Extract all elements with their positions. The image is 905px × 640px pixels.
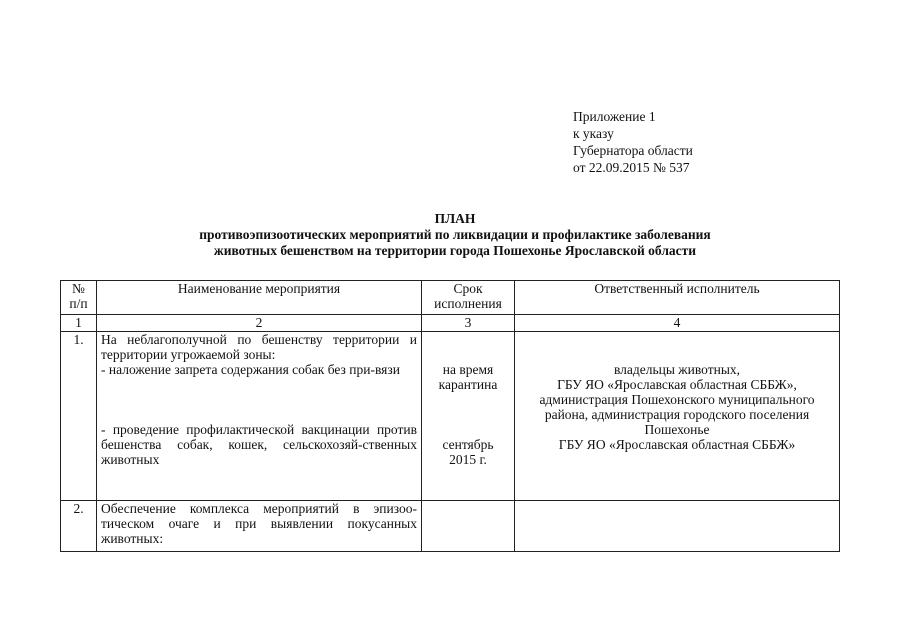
term-text: на время [442, 362, 494, 377]
responsible-text: Пошехонье [644, 422, 710, 437]
title-line: животных бешенством на территории города Пошехонье Ярославской области [213, 243, 697, 258]
row-number: 2. [61, 501, 97, 552]
activity-cell: Обеспечение комплекса мероприятий в эпизоо-тическом очаге и при выявлении покусанных животных: [97, 501, 422, 552]
header-cell-responsible: Ответственный исполнитель [515, 281, 840, 315]
term-text: 2015 г. [449, 452, 487, 467]
activity-item: - проведение профилактической вакцинации против бешенства собак, кошек, сельскохозяй-ственных животных [101, 422, 417, 467]
plan-table [60, 280, 840, 552]
activity-cell [97, 332, 422, 501]
responsible-cell [515, 332, 840, 501]
title-heading: ПЛАН [434, 211, 476, 226]
appendix-line: от 22.09.2015 № 537 [573, 160, 690, 175]
term-cell [422, 332, 515, 501]
term-text: карантина [438, 377, 498, 392]
responsible-cell [515, 501, 840, 552]
document-title [60, 211, 850, 259]
column-number: 4 [515, 315, 840, 332]
column-number: 3 [422, 315, 515, 332]
table-header-row [61, 281, 840, 315]
column-number-row [61, 315, 840, 332]
header-cell-term: Срок исполнения [422, 281, 515, 315]
responsible-text: владельцы животных, [613, 362, 741, 377]
appendix-line: Приложение 1 [573, 109, 656, 124]
term-cell [422, 501, 515, 552]
responsible-text: района, администрация городского поселения [544, 407, 810, 422]
appendix-line: Губернатора области [573, 143, 693, 158]
responsible-text: ГБУ ЯО «Ярославская областная СББЖ» [558, 437, 796, 452]
table-row [61, 332, 840, 501]
appendix-line: к указу [573, 126, 614, 141]
responsible-text: ГБУ ЯО «Ярославская областная СББЖ», [557, 377, 797, 392]
responsible-text: администрация Пошехонского муниципального [539, 392, 815, 407]
column-number: 2 [97, 315, 422, 332]
term-text: сентябрь [442, 437, 494, 452]
header-cell-num: № п/п [61, 281, 97, 315]
appendix-block [573, 108, 813, 176]
activity-item: - наложение запрета содержания собак без при-вязи [101, 362, 400, 377]
activity-intro: На неблагополучной по бешенству территории и территории угрожаемой зоны: [101, 332, 417, 362]
table-row [61, 501, 840, 552]
title-line: противоэпизоотических мероприятий по ликвидации и профилактике заболевания [199, 227, 711, 242]
header-cell-name: Наименование мероприятия [97, 281, 422, 315]
column-number: 1 [61, 315, 97, 332]
row-number: 1. [61, 332, 97, 501]
